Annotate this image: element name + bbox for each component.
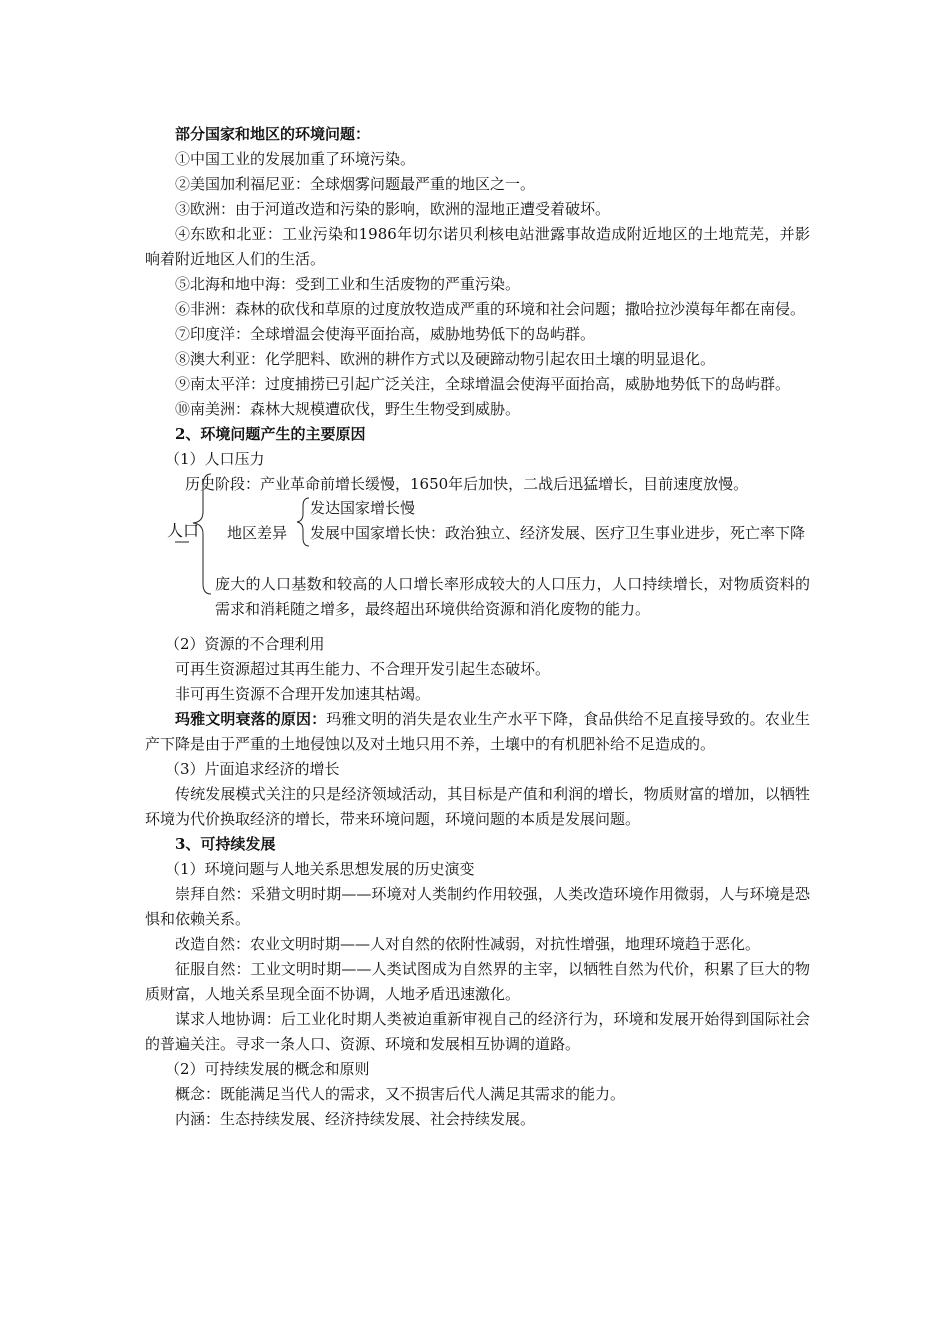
section3-heading: 3、可持续发展 bbox=[175, 835, 276, 853]
nonrenewable-text: 非可再生资源不合理开发加速其枯竭。 bbox=[175, 685, 431, 703]
history-harmony: 谋求人地协调：后工业化时期人类被迫重新审视自己的经济行为，环境和发展开始得到国际社会的普遍关注。寻求一条人口、资源、环境和发展相互协调的道路。 bbox=[145, 1010, 810, 1053]
list-item: ②美国加利福尼亚：全球烟雾问题最严重的地区之一。 bbox=[175, 175, 536, 193]
developed-countries: 发达国家增长慢 bbox=[310, 499, 416, 517]
economy-text: 传统发展模式关注的只是经济领域活动，其目标是产值和利润的增长，物质财富的增加，以牺牲环境为代价换取经济的增长，带来环境问题，环境问题的本质是发展问题。 bbox=[145, 785, 810, 828]
population-diagram bbox=[145, 472, 810, 618]
history-transform: 改造自然：农业文明时期——人对自然的依附性减弱，对抗性增强，地理环境趋于恶化。 bbox=[175, 935, 761, 953]
concept-title: （2）可持续发展的概念和原则 bbox=[165, 1060, 370, 1078]
maya-label: 玛雅文明衰落的原因： bbox=[175, 710, 327, 728]
developing-countries: 发展中国家增长快：政治独立、经济发展、医疗卫生事业进步，死亡率下降 bbox=[310, 524, 806, 542]
document-page bbox=[145, 122, 810, 1132]
economy-title: （3）片面追求经济的增长 bbox=[165, 760, 340, 778]
population-char: 人口 bbox=[167, 521, 200, 540]
concept-connotation: 内涵：生态持续发展、经济持续发展、社会持续发展。 bbox=[175, 1110, 536, 1128]
maya-paragraph bbox=[145, 707, 810, 757]
renewable-text: 可再生资源超过其再生能力、不合理开发引起生态破坏。 bbox=[175, 660, 551, 678]
concept-definition: 概念：既能满足当代人的需求，又不损害后代人满足其需求的能力。 bbox=[175, 1085, 626, 1103]
list-item: ④东欧和北亚：工业污染和1986年切尔诺贝利核电站泄露事故造成附近地区的土地荒芜，并影响着附近地区人们的生活。 bbox=[145, 225, 810, 268]
region-brace-icon bbox=[295, 496, 311, 548]
list-item: ③欧洲：由于河道改造和污染的影响，欧洲的湿地正遭受着破坏。 bbox=[175, 200, 611, 218]
list-item: ⑦印度洋：全球增温会使海平面抬高，威胁地势低下的岛屿群。 bbox=[175, 325, 596, 343]
maya-text: 玛雅文明的消失是农业生产水平下降，食品供给不足直接导致的。农业生产下降是由于严重的土地侵蚀以及对土地只用不养，土壤中的有机肥补给不足造成的。 bbox=[145, 710, 810, 753]
section2-heading: 2、环境问题产生的主要原因 bbox=[175, 425, 366, 443]
list-item: ①中国工业的发展加重了环境污染。 bbox=[175, 150, 416, 168]
list-item: ⑤北海和地中海：受到工业和生活废物的严重污染。 bbox=[175, 275, 521, 293]
population-pressure: 庞大的人口基数和较高的人口增长率形成较大的人口压力，人口持续增长，对物质资料的需求和消耗随之增多，最终超出环境供给资源和消化废物的能力。 bbox=[215, 575, 810, 618]
resources-title: （2）资源的不合理利用 bbox=[165, 635, 325, 653]
population-title: （1）人口压力 bbox=[165, 450, 265, 468]
section1-heading: 部分国家和地区的环境问题： bbox=[175, 125, 371, 143]
list-item: ⑧澳大利亚：化学肥料、欧洲的耕作方式以及硬蹄动物引起农田土壤的明显退化。 bbox=[175, 350, 716, 368]
history-title: （1）环境问题与人地关系思想发展的历史演变 bbox=[165, 860, 475, 878]
list-item: ⑥非洲：森林的砍伐和草原的过度放牧造成严重的环境和社会问题；撒哈拉沙漠每年都在南侵。 bbox=[175, 300, 806, 318]
list-item: ⑩南美洲：森林大规模遭砍伐，野生生物受到威胁。 bbox=[175, 400, 521, 418]
list-item: ⑨南太平洋：过度捕捞已引起广泛关注，全球增温会使海平面抬高，威胁地势低下的岛屿群。 bbox=[175, 375, 791, 393]
history-worship: 崇拜自然：采猎文明时期——环境对人类制约作用较强，人类改造环境作用微弱，人与环境是恐惧和依赖关系。 bbox=[145, 885, 810, 928]
population-history: 历史阶段：产业革命前增长缓慢，1650年后加快，二战后迅猛增长，目前速度放慢。 bbox=[185, 475, 749, 493]
region-difference-label: 地区差异 bbox=[227, 524, 288, 542]
history-conquer: 征服自然：工业文明时期——人类试图成为自然界的主宰，以牺牲自然为代价，积累了巨大的物质财富，人地关系呈现全面不协调，人地矛盾迅速激化。 bbox=[145, 960, 810, 1003]
